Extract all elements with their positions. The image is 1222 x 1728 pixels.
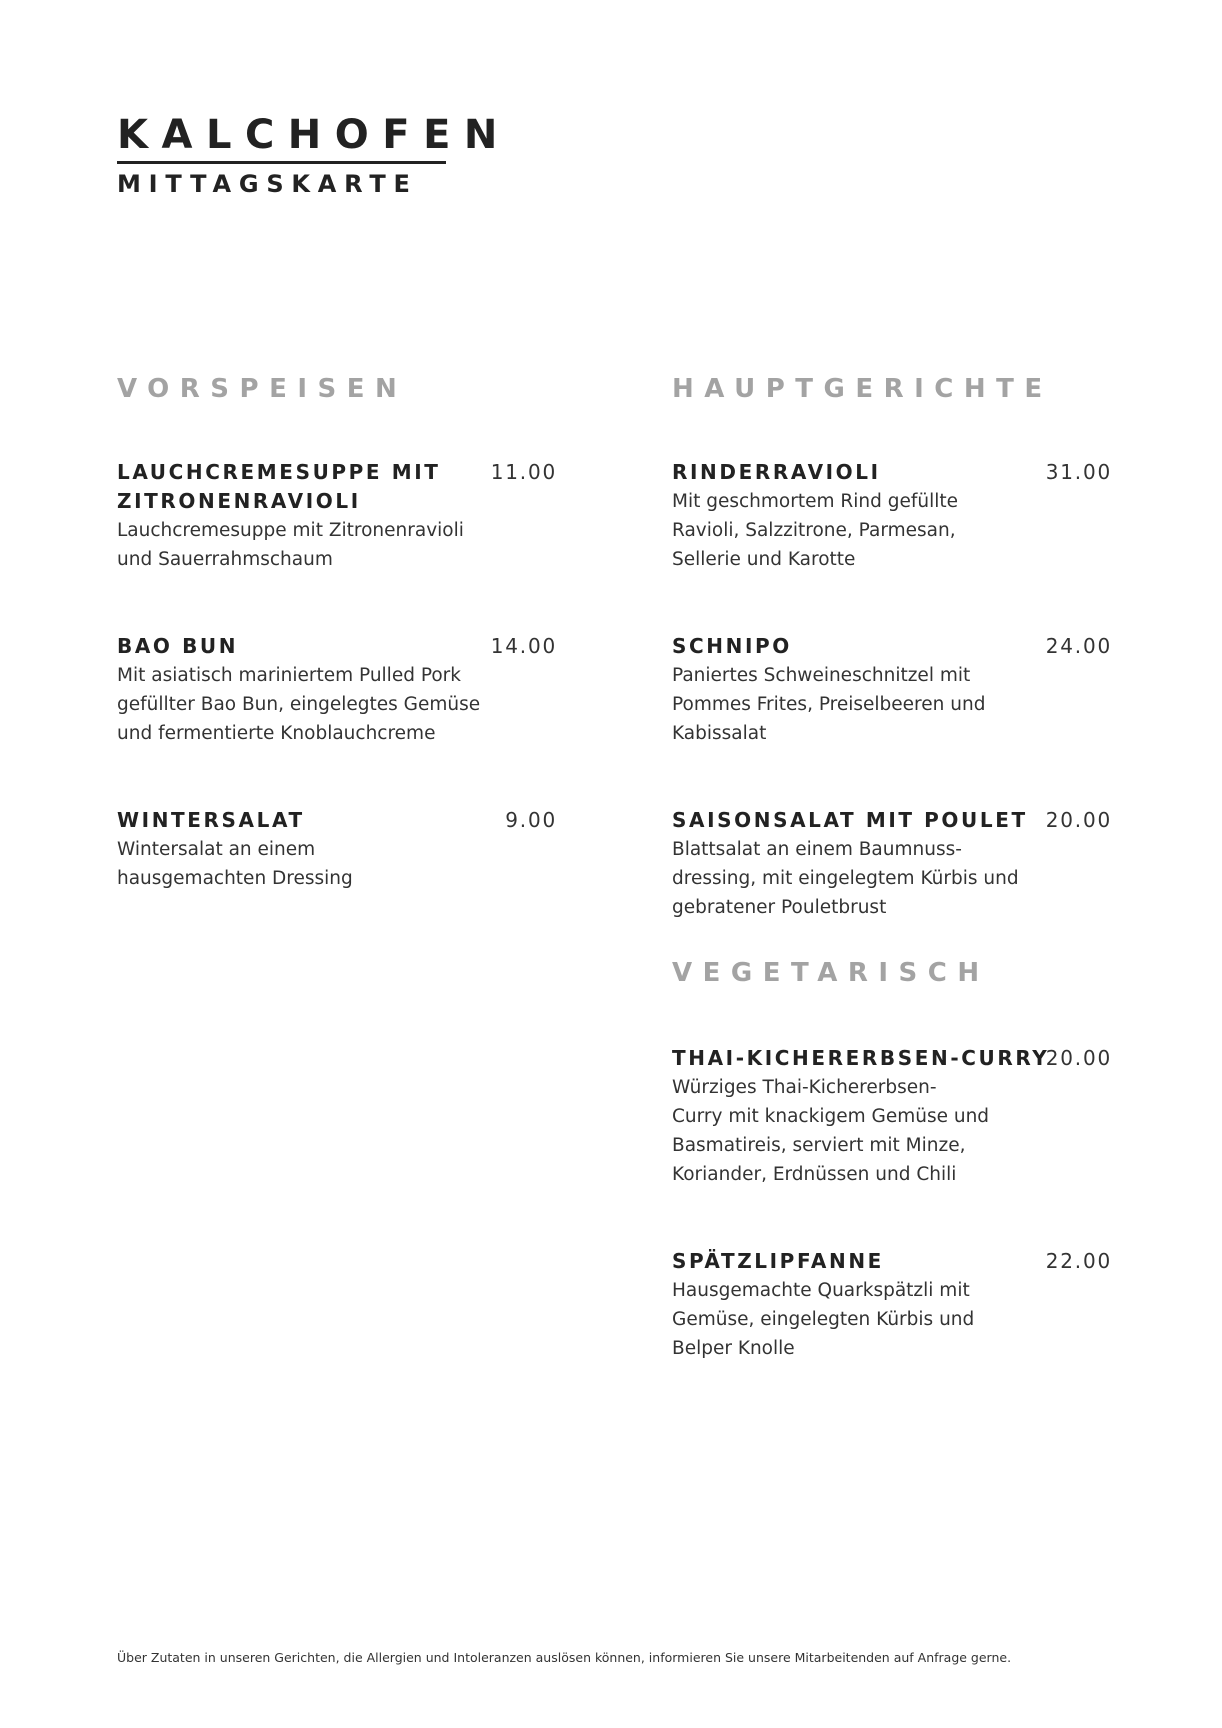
section-spacer bbox=[672, 406, 1112, 458]
item-description-line: hausgemachten Dressing bbox=[117, 868, 353, 889]
item-description bbox=[672, 1276, 1052, 1363]
item-name-line: ZITRONENRAVIOLI bbox=[117, 489, 361, 513]
item-name-line: SCHNIPO bbox=[672, 634, 792, 658]
item-description-line: Mit geschmortem Rind gefüllte bbox=[672, 491, 959, 512]
item-description-line: Koriander, Erdnüssen und Chili bbox=[672, 1164, 957, 1185]
section-title-hauptgerichte: HAUPTGERICHTE bbox=[672, 374, 1053, 404]
item-description bbox=[672, 835, 1052, 922]
menu-subtitle: MITTAGSKARTE bbox=[117, 170, 418, 198]
item-price: 9.00 bbox=[505, 808, 557, 832]
item-name-line: LAUCHCREMESUPPE MIT bbox=[117, 460, 441, 484]
item-description-line: und fermentierte Knoblauchcreme bbox=[117, 723, 436, 744]
item-name bbox=[117, 632, 482, 661]
item-description-line: Ravioli, Salzzitrone, Parmesan, bbox=[672, 520, 956, 541]
menu-item bbox=[672, 1044, 1112, 1189]
section-title-vorspeisen: VORSPEISEN bbox=[117, 374, 408, 404]
item-description bbox=[117, 661, 497, 748]
item-name bbox=[672, 1247, 1037, 1276]
menu-item bbox=[117, 458, 557, 574]
menu-item bbox=[672, 632, 1112, 748]
item-description-line: Paniertes Schweineschnitzel mit bbox=[672, 665, 971, 686]
section-hauptgerichte bbox=[672, 458, 1112, 922]
item-description-line: Hausgemachte Quarkspätzli mit bbox=[672, 1280, 970, 1301]
item-name-line: THAI-KICHERERBSEN-CURRY bbox=[672, 1046, 1050, 1070]
menu-item bbox=[117, 632, 557, 748]
item-price: 31.00 bbox=[1045, 460, 1112, 484]
item-description-line: Pommes Frites, Preiselbeeren und bbox=[672, 694, 986, 715]
item-description-line: Curry mit knackigem Gemüse und bbox=[672, 1106, 990, 1127]
item-description bbox=[672, 487, 1052, 574]
section-spacer bbox=[117, 406, 557, 458]
section-title-vegetarisch: VEGETARISCH bbox=[672, 958, 990, 988]
left-column bbox=[117, 372, 557, 893]
item-description-line: Mit asiatisch mariniertem Pulled Pork bbox=[117, 665, 461, 686]
item-description-line: Kabissalat bbox=[672, 723, 767, 744]
brand-header bbox=[117, 112, 511, 198]
item-price: 11.00 bbox=[490, 460, 557, 484]
restaurant-name: KALCHOFEN bbox=[117, 112, 511, 158]
allergy-footnote: Über Zutaten in unseren Gerichten, die Allergien und Intoleranzen auslösen können, informieren Sie unsere Mitarbeitenden auf Anfrage gerne. bbox=[117, 1650, 1012, 1665]
item-price: 24.00 bbox=[1045, 634, 1112, 658]
section-spacer bbox=[672, 990, 1112, 1044]
item-description-line: Belper Knolle bbox=[672, 1338, 795, 1359]
item-name bbox=[117, 806, 482, 835]
item-description-line: gefüllter Bao Bun, eingelegtes Gemüse bbox=[117, 694, 481, 715]
item-price: 20.00 bbox=[1045, 808, 1112, 832]
item-description-line: Gemüse, eingelegten Kürbis und bbox=[672, 1309, 975, 1330]
item-name-line: BAO BUN bbox=[117, 634, 239, 658]
menu-item bbox=[672, 458, 1112, 574]
item-description-line: Sellerie und Karotte bbox=[672, 549, 856, 570]
right-column bbox=[672, 372, 1112, 1363]
item-name bbox=[672, 806, 1037, 835]
menu-item bbox=[672, 1247, 1112, 1363]
item-description-line: gebratener Pouletbrust bbox=[672, 897, 887, 918]
item-description bbox=[117, 516, 497, 574]
item-name-line: SPÄTZLIPFANNE bbox=[672, 1249, 884, 1273]
item-name bbox=[672, 458, 1037, 487]
item-description-line: und Sauerrahmschaum bbox=[117, 549, 333, 570]
item-price: 22.00 bbox=[1045, 1249, 1112, 1273]
item-description-line: Lauchcremesuppe mit Zitronenravioli bbox=[117, 520, 464, 541]
item-description bbox=[117, 835, 497, 893]
item-description-line: dressing, mit eingelegtem Kürbis und bbox=[672, 868, 1019, 889]
item-name bbox=[672, 1044, 1050, 1073]
item-name bbox=[672, 632, 1037, 661]
section-vegetarisch bbox=[672, 1044, 1112, 1363]
item-name-line: RINDERRAVIOLI bbox=[672, 460, 881, 484]
item-description bbox=[672, 1073, 1052, 1189]
item-description bbox=[672, 661, 1052, 748]
item-description-line: Wintersalat an einem bbox=[117, 839, 316, 860]
item-price: 14.00 bbox=[490, 634, 557, 658]
menu-item bbox=[117, 806, 557, 893]
section-vorspeisen bbox=[117, 458, 557, 893]
item-name-line: WINTERSALAT bbox=[117, 808, 305, 832]
item-name bbox=[117, 458, 482, 516]
menu-item bbox=[672, 806, 1112, 922]
brand-divider bbox=[117, 161, 446, 164]
item-description-line: Blattsalat an einem Baumnuss- bbox=[672, 839, 962, 860]
item-name-line: SAISONSALAT MIT POULET bbox=[672, 808, 1028, 832]
item-description-line: Basmatireis, serviert mit Minze, bbox=[672, 1135, 966, 1156]
item-description-line: Würziges Thai-Kichererbsen- bbox=[672, 1077, 937, 1098]
item-price: 20.00 bbox=[1045, 1046, 1112, 1070]
